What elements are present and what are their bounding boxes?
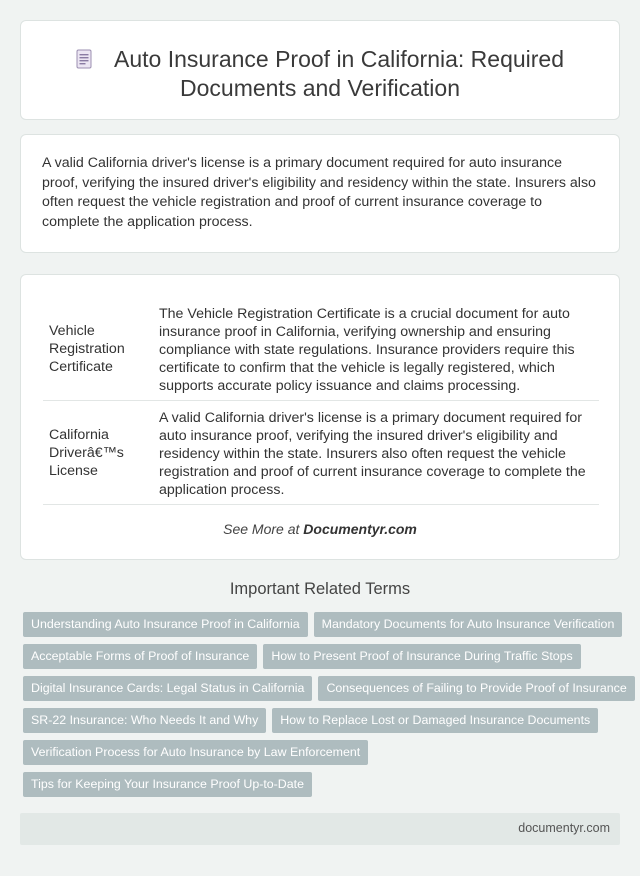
related-term-tag[interactable]: Tips for Keeping Your Insurance Proof Up-to-Date — [23, 772, 312, 797]
table-row — [43, 401, 599, 505]
tag-row — [23, 772, 623, 804]
page-title — [21, 45, 619, 103]
title-wrap — [21, 45, 619, 103]
related-term-tag[interactable]: SR-22 Insurance: Who Needs It and Why — [23, 708, 266, 733]
tag-row — [23, 740, 623, 772]
document-term: California Driverâ€™s License — [43, 401, 153, 505]
document-description: A valid California driver's license is a primary document required for auto insurance proof, verifying the insured driver's eligibility and residency within the state. Insurers also often request the vehicle registration and proof of current insurance coverage to complete the application process. — [153, 401, 599, 505]
related-term-tag[interactable]: Digital Insurance Cards: Legal Status in California — [23, 676, 312, 701]
tag-row — [23, 612, 623, 644]
document-description: The Vehicle Registration Certificate is a crucial document for auto insurance proof in California, verifying ownership and ensuring compliance with state regulations. Insurance providers require this certificate to confirm that the vehicle is legally registered, which supports accurate policy issuance and claims processing. — [153, 297, 599, 401]
related-term-tag[interactable]: How to Present Proof of Insurance During Traffic Stops — [263, 644, 580, 669]
documents-table — [43, 297, 599, 505]
related-terms-list — [23, 612, 627, 804]
title-card — [20, 20, 620, 120]
see-more — [21, 521, 619, 537]
document-term: Vehicle Registration Certificate — [43, 297, 153, 401]
footer-site[interactable]: documentyr.com — [518, 821, 610, 835]
related-term-tag[interactable]: Mandatory Documents for Auto Insurance Verification — [314, 612, 623, 637]
table-row — [43, 297, 599, 401]
document-icon — [76, 47, 92, 67]
intro-card — [20, 134, 620, 253]
see-more-prefix: See More at — [223, 521, 304, 537]
related-term-tag[interactable]: Consequences of Failing to Provide Proof of Insurance — [318, 676, 634, 701]
see-more-link[interactable]: Documentyr.com — [303, 521, 417, 537]
footer — [20, 813, 620, 845]
related-term-tag[interactable]: Understanding Auto Insurance Proof in California — [23, 612, 308, 637]
tag-row — [23, 676, 627, 708]
tag-row — [23, 644, 623, 676]
related-term-tag[interactable]: How to Replace Lost or Damaged Insurance Documents — [272, 708, 598, 733]
intro-paragraph: A valid California driver's license is a primary document required for auto insurance proof, verifying the insured driver's eligibility and residency within the state. Insurers also often request the vehicle registration and proof of current insurance coverage to complete the application process. — [42, 155, 596, 230]
documents-card — [20, 274, 620, 560]
related-terms-heading: Important Related Terms — [229, 580, 411, 598]
tag-row — [23, 708, 623, 740]
related-term-tag[interactable]: Acceptable Forms of Proof of Insurance — [23, 644, 257, 669]
related-term-tag[interactable]: Verification Process for Auto Insurance by Law Enforcement — [23, 740, 368, 765]
page-title-text: Auto Insurance Proof in California: Required Documents and Verification — [113, 46, 565, 101]
